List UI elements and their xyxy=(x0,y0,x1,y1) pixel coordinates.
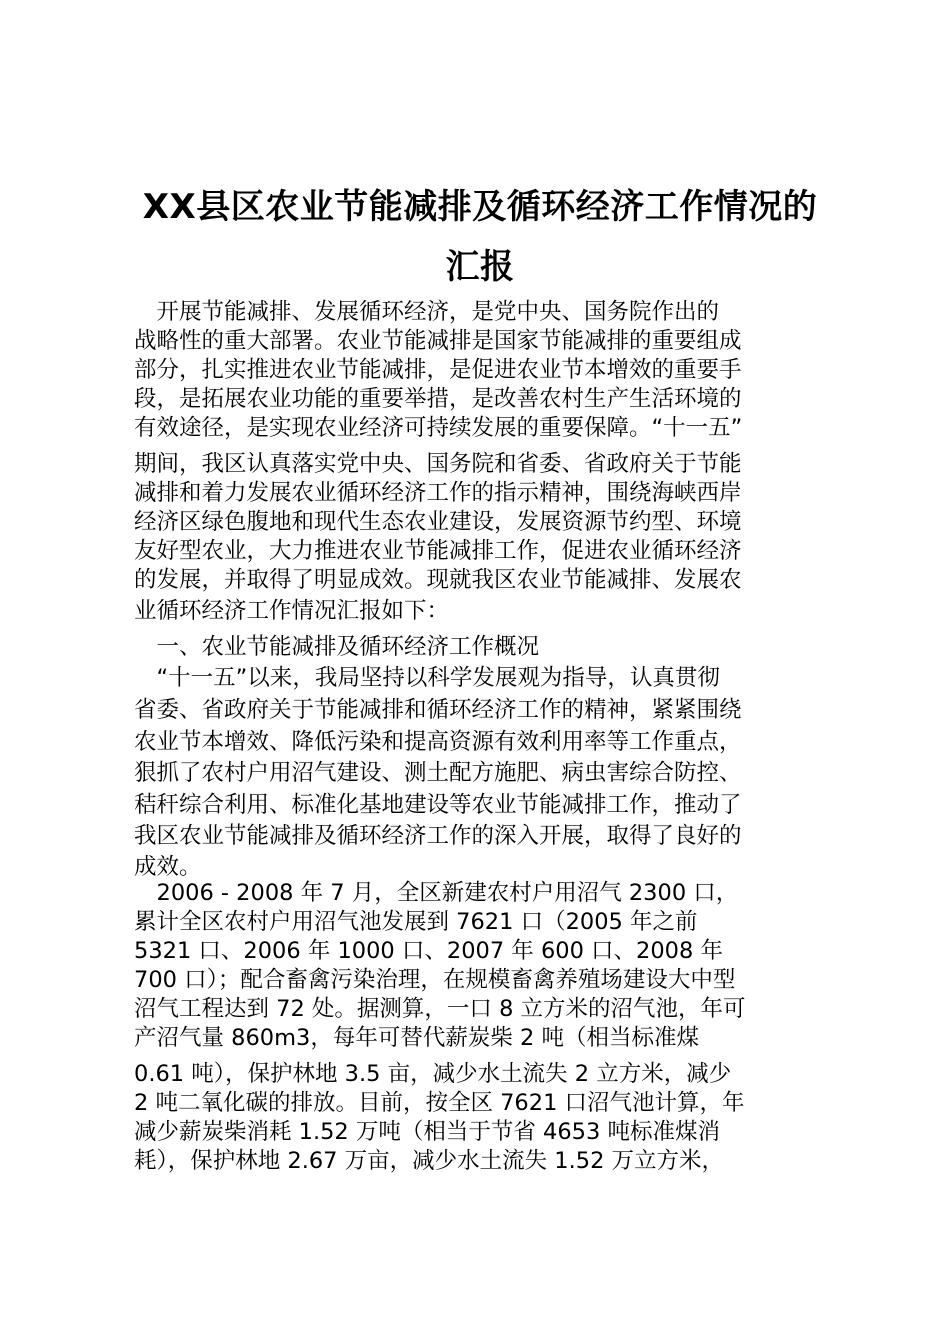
body-text-line: 狠抓了农村户用沼气建设、测土配方施肥、病虫害综合防控、 xyxy=(134,760,742,786)
body-text-line: 有效途径，是实现农业经济可持续发展的重要保障。“十一五” xyxy=(134,415,743,441)
document-title-line-2: 汇报 xyxy=(445,247,515,287)
body-text-line: 省委、省政府关于节能减排和循环经济工作的精神，紧紧围绕 xyxy=(134,697,742,723)
body-text-line: 农业节本增效、降低污染和提高资源有效利用率等工作重点， xyxy=(134,729,742,755)
body-text-line: 秸秆综合利用、标准化基地建设等农业节能减排工作，推动了 xyxy=(134,792,742,818)
body-text-line: 经济区绿色腹地和现代生态农业建设，发展资源节约型、环境 xyxy=(134,509,742,535)
body-text-line: 累计全区农村户用沼气池发展到 7621 口（2005 年之前 xyxy=(134,909,698,935)
body-text-line: 部分，扎实推进农业节能减排，是促进农业节本增效的重要手 xyxy=(134,357,742,383)
body-text-line: 2 吨二氧化碳的排放。目前，按全区 7621 口沼气池计算，年 xyxy=(134,1090,745,1116)
body-text-line: 战略性的重大部署。农业节能减排是国家节能减排的重要组成 xyxy=(134,328,742,354)
body-text-line: 我区农业节能减排及循环经济工作的深入开展，取得了良好的 xyxy=(134,823,742,849)
body-text-line: 业循环经济工作情况汇报如下： xyxy=(134,598,450,624)
body-text-line: 700 口）；配合畜禽污染治理，在规模畜禽养殖场建设大中型 xyxy=(134,967,736,993)
body-text-line: 的发展，并取得了明显成效。现就我区农业节能减排、发展农 xyxy=(134,567,742,593)
body-text-line: 2006 - 2008 年 7 月，全区新建农村户用沼气 2300 口， xyxy=(134,880,739,906)
body-text-line: “十一五”以来，我局坚持以科学发展观为指导，认真贯彻 xyxy=(134,665,720,691)
body-text-line: 减少薪炭柴消耗 1.52 万吨（相当于节省 4653 吨标准煤消 xyxy=(134,1119,720,1145)
body-text-line: 成效。 xyxy=(134,854,202,880)
section-heading: 一、农业节能减排及循环经济工作概况 xyxy=(134,634,540,660)
body-text-line: 耗），保护林地 2.67 万亩，减少水土流失 1.52 万立方米， xyxy=(134,1148,725,1174)
body-text-line: 开展节能减排、发展循环经济，是党中央、国务院作出的 xyxy=(134,299,720,325)
body-text-line: 0.61 吨），保护林地 3.5 亩，减少水土流失 2 立方米，减少 xyxy=(134,1061,732,1087)
body-text-line: 友好型农业，大力推进农业节能减排工作，促进农业循环经济 xyxy=(134,538,742,564)
body-text-line: 产沼气量 860m3，每年可替代薪炭柴 2 吨（相当标准煤 xyxy=(134,1025,699,1051)
body-text-line: 沼气工程达到 72 处。据测算，一口 8 立方米的沼气池，年可 xyxy=(134,996,746,1022)
document-title-line-1: XX县区农业节能减排及循环经济工作情况的 xyxy=(142,187,818,227)
body-text-line: 减排和着力发展农业循环经济工作的指示精神，围绕海峡西岸 xyxy=(134,480,742,506)
body-text-line: 5321 口、2006 年 1000 口、2007 年 600 口、2008 年 xyxy=(134,938,723,964)
body-text-line: 期间，我区认真落实党中央、国务院和省委、省政府关于节能 xyxy=(134,451,742,477)
body-text-line: 段，是拓展农业功能的重要举措，是改善农村生产生活环境的 xyxy=(134,386,742,412)
